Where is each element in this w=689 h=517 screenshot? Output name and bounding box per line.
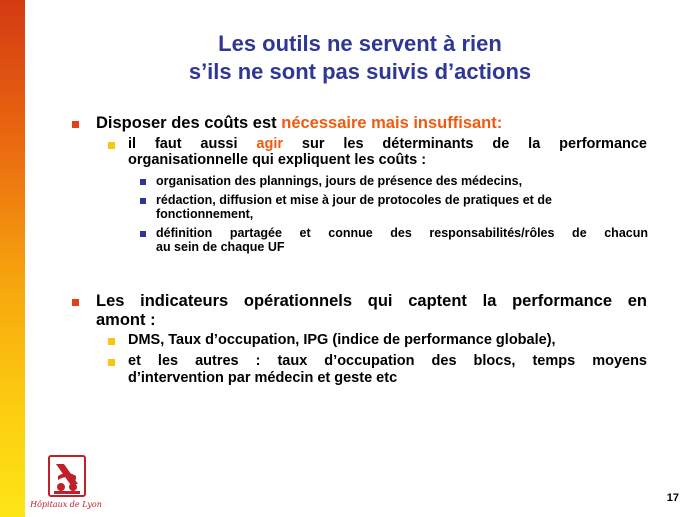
section1-heading-text: Disposer des coûts est <box>96 114 282 132</box>
bullet-level3-square <box>140 179 146 185</box>
bullet-level3-square <box>140 231 146 237</box>
section1-item-2-line1: rédaction, diffusion et mise à jour de protocoles de pratiques et de <box>156 193 552 207</box>
title-line-1: Les outils ne servent à rien <box>218 31 502 56</box>
section2-heading-line2: amont : <box>96 311 156 329</box>
section1-sub-line1 <box>128 136 647 153</box>
sub-text-b: sur les déterminants de la performance <box>283 136 647 152</box>
section1-heading <box>96 113 502 134</box>
slide-title <box>40 30 680 86</box>
section2-item-1: DMS, Taux d’occupation, IPG (indice de performance globale), <box>128 332 556 348</box>
bullet-level1-square <box>72 121 79 128</box>
bullet-level1-square <box>72 299 79 306</box>
bullet-level3-square <box>140 198 146 204</box>
bullet-level2-square <box>108 359 115 366</box>
section1-item-3-line1: définition partagée et connue des responsabilités/rôles de chacun <box>156 226 648 240</box>
left-gradient-band <box>0 0 25 517</box>
section2-heading-line1: Les indicateurs opérationnels qui captent la performance en <box>96 292 647 310</box>
section1-heading-highlight: nécessaire mais insuffisant: <box>281 114 503 132</box>
bullet-level2-square <box>108 142 115 149</box>
logo-caption: Hôpitaux de Lyon <box>30 500 102 509</box>
section1-item-3-line2: au sein de chaque UF <box>156 240 285 254</box>
bullet-level2-square <box>108 338 115 345</box>
section2-item-2-line1: et les autres : taux d’occupation des blocs, temps moyens <box>128 353 647 369</box>
title-line-2: s’ils ne sont pas suivis d’actions <box>188 59 532 84</box>
section2-item-2-line2: d’intervention par médecin et geste etc <box>128 370 398 386</box>
section1-item-2-line2: fonctionnement, <box>156 207 254 221</box>
page-number: 17 <box>666 492 679 504</box>
sub-text-a: il faut aussi <box>128 136 257 152</box>
sub-highlight-agir: agir <box>256 136 283 152</box>
section1-item-1: organisation des plannings, jours de présence des médecins, <box>156 174 523 188</box>
section1-sub-line2: organisationnelle qui expliquent les coûts : <box>128 152 427 168</box>
